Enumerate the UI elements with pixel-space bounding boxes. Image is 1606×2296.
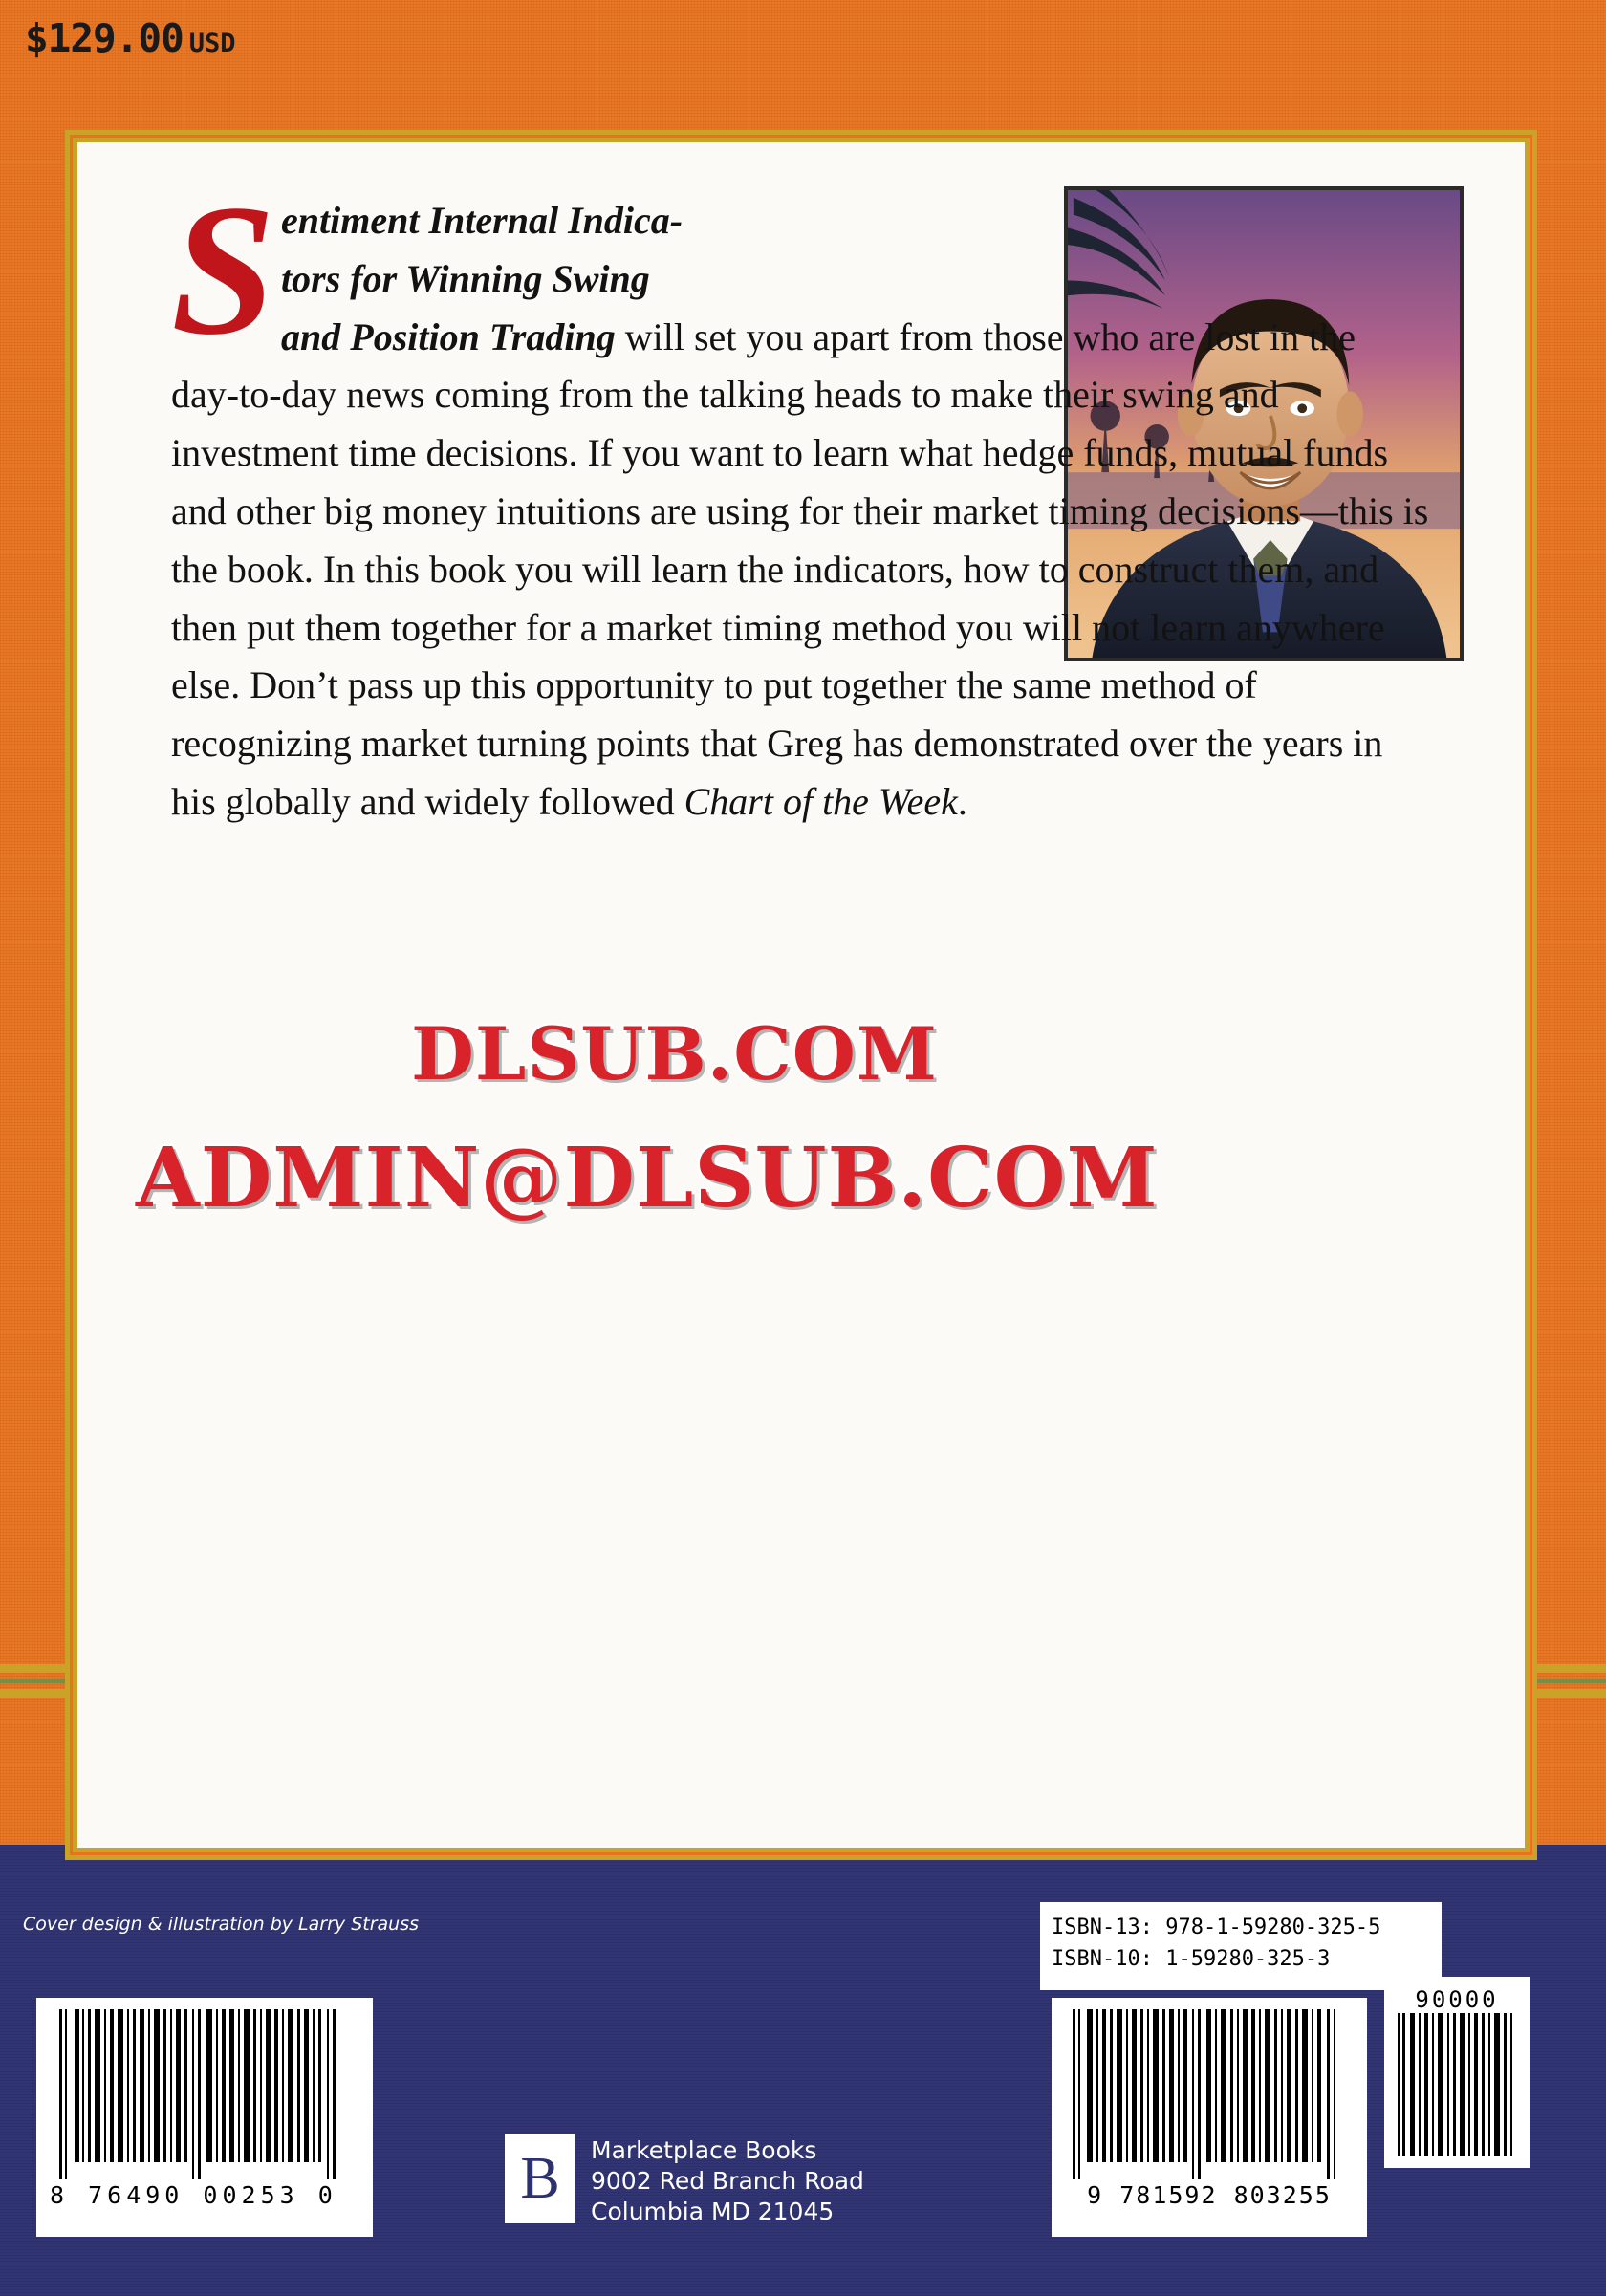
isbn13-value: 978-1-59280-325-5 [1165, 1916, 1381, 1939]
publisher-address-line-2: Columbia MD 21045 [591, 2198, 835, 2225]
price-label [25, 15, 236, 61]
isbn13-line [1052, 1912, 1430, 1943]
blurb-paragraph-a: will set you apart from those who are lost in the day-to-day news coming from the talking heads to make their swing and investment time decisions. If you want to learn what hedge funds, mutual funds and other big money intuitions are using for their market timing decisions— [171, 314, 1389, 532]
publisher-logo: B [505, 2134, 575, 2223]
blurb-panel-inner [76, 141, 1527, 1850]
publisher-name: Marketplace Books [591, 2136, 817, 2164]
watermark-site: DLSUB.COM [411, 1011, 939, 1096]
isbn10-value: 1-59280-325-3 [1165, 1947, 1331, 1971]
upc-number: 8 76490 00253 0 [50, 2181, 337, 2209]
blurb-panel [65, 130, 1537, 1860]
isbn10-line [1052, 1943, 1430, 1975]
blurb-paragraph-b: how to construct them, and then put them together for a market timing method you will not learn anywhere else. Don’t pass up this opportunity to put together the same method of recognizing market turning points that Greg has demonstrated over the years in his globally and widely followed [171, 547, 1385, 823]
watermark-email: ADMIN@DLSUB.COM [136, 1130, 1159, 1226]
price-amount: $129.00 [25, 15, 184, 61]
blurb-obscured-1: this is the book. In this [171, 488, 1429, 591]
blurb-obscured-2: book you will learn the indicators, [428, 547, 954, 591]
publisher-address [591, 2134, 864, 2227]
isbn13-label: ISBN-13: [1052, 1916, 1153, 1939]
ean-barcode [1052, 1998, 1367, 2237]
publisher-address-line-1: 9002 Red Branch Road [591, 2167, 864, 2195]
cover-design-credit: Cover design & illustration by Larry Strauss [23, 1914, 420, 1935]
book-title-line-3: and Position Trading [281, 314, 616, 358]
blurb-period: . [957, 779, 967, 823]
price-addon-number: 90000 [1415, 1986, 1499, 2013]
book-title-line-1: entiment Internal Indica- [281, 199, 684, 242]
price-currency: USD [188, 29, 236, 58]
upc-barcode [36, 1998, 373, 2237]
isbn10-label: ISBN-10: [1052, 1947, 1153, 1971]
publisher-block [505, 2134, 864, 2227]
ean-number: 9 781592 803255 [1087, 2181, 1332, 2209]
price-addon-barcode [1384, 1977, 1530, 2168]
blurb-text [171, 166, 1433, 832]
drop-cap: S [171, 166, 276, 374]
isbn-text-block [1040, 1902, 1442, 1990]
book-title-line-2: tors for Winning Swing [281, 256, 650, 300]
chart-of-the-week-title: Chart of the Week [684, 779, 958, 823]
